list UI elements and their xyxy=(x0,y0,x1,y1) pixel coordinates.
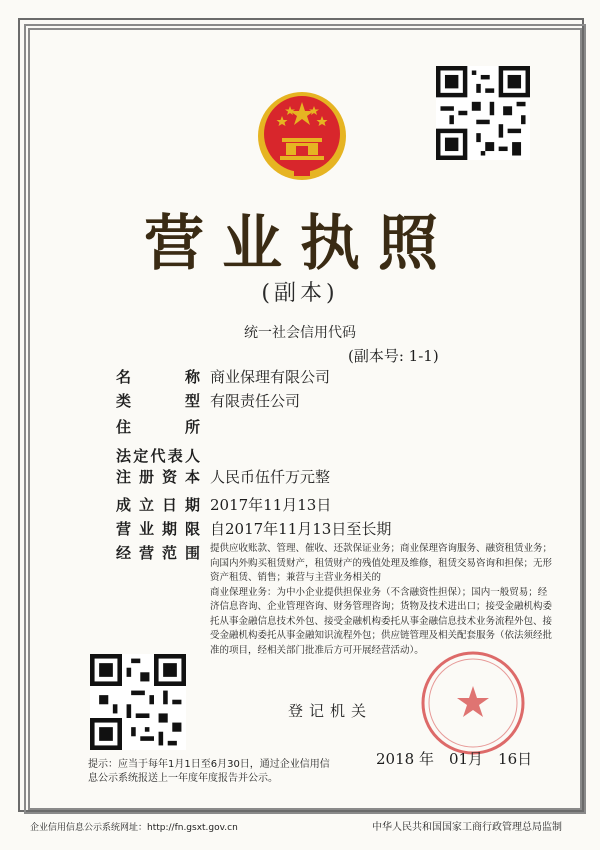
credit-code-label: 统一社会信用代码 xyxy=(244,325,356,341)
page-subtitle: (副本) xyxy=(261,281,339,306)
qr-code-top xyxy=(436,66,530,160)
established-label: 成立日期 xyxy=(116,496,200,514)
registration-authority: 登记机关 xyxy=(288,702,373,720)
type-label: 类 型 xyxy=(116,392,200,410)
scope-paragraph: 提供应收账款、管理、催收、还款保证业务；商业保理咨询服务、融资租赁业务；向国内外购买租赁财产，租赁财产的残值处理及维修，租赁交易咨询和担保；无形资产租赁、销售；兼营与主营业务相关的 xyxy=(210,543,553,583)
copy-number: (副本号: 1-1) xyxy=(348,347,439,365)
issue-date: 2018 年 01月 16日 xyxy=(376,750,533,768)
name-value: 商业保理有限公司 xyxy=(210,368,331,386)
capital-value: 人民币伍仟万元整 xyxy=(210,468,331,486)
established-value: 2017年11月13日 xyxy=(210,496,332,514)
type-value: 有限责任公司 xyxy=(210,392,301,410)
business-scope xyxy=(210,542,552,658)
footer-website: 企业信用信息公示系统网址：http://fn.gsxt.gov.cn xyxy=(30,823,238,833)
footer-issuer: 中华人民共和国国家工商行政管理总局监制 xyxy=(372,822,562,833)
annual-report-notice: 提示：应当于每年1月1日至6月30日，通过企业信用信息公示系统报送上一年度年度报告并公示。 xyxy=(88,759,330,784)
term-value: 自2017年11月13日至长期 xyxy=(210,520,392,538)
term-label: 营业期限 xyxy=(116,520,200,538)
legal-rep-label: 法定代表人 xyxy=(116,447,200,465)
name-label: 名 称 xyxy=(116,368,200,386)
official-seal-icon xyxy=(418,648,528,758)
address-label: 住 所 xyxy=(116,418,200,436)
capital-label: 注册资本 xyxy=(116,468,200,486)
scope-paragraph: 商业保理业务：为中小企业提供担保业务（不含融资性担保）；国内一般贸易；经济信息咨询、企业管理咨询、财务管理咨询；货物及技术进出口；接受金融机构委托从事金融信息技术外包、接受金融机构委托从事金融信息技术业务流程外包、接受金融机构委托从事金融知识流程外包；供应链管理及相关配套服务（依法须经批准的项目，经相关部门批准后方可开展经营活动）。 xyxy=(210,586,553,656)
qr-code-bottom xyxy=(90,654,186,750)
page-title: 营业执照 xyxy=(144,209,456,279)
scope-label: 经营范围 xyxy=(116,544,200,562)
national-emblem-icon xyxy=(252,86,352,186)
